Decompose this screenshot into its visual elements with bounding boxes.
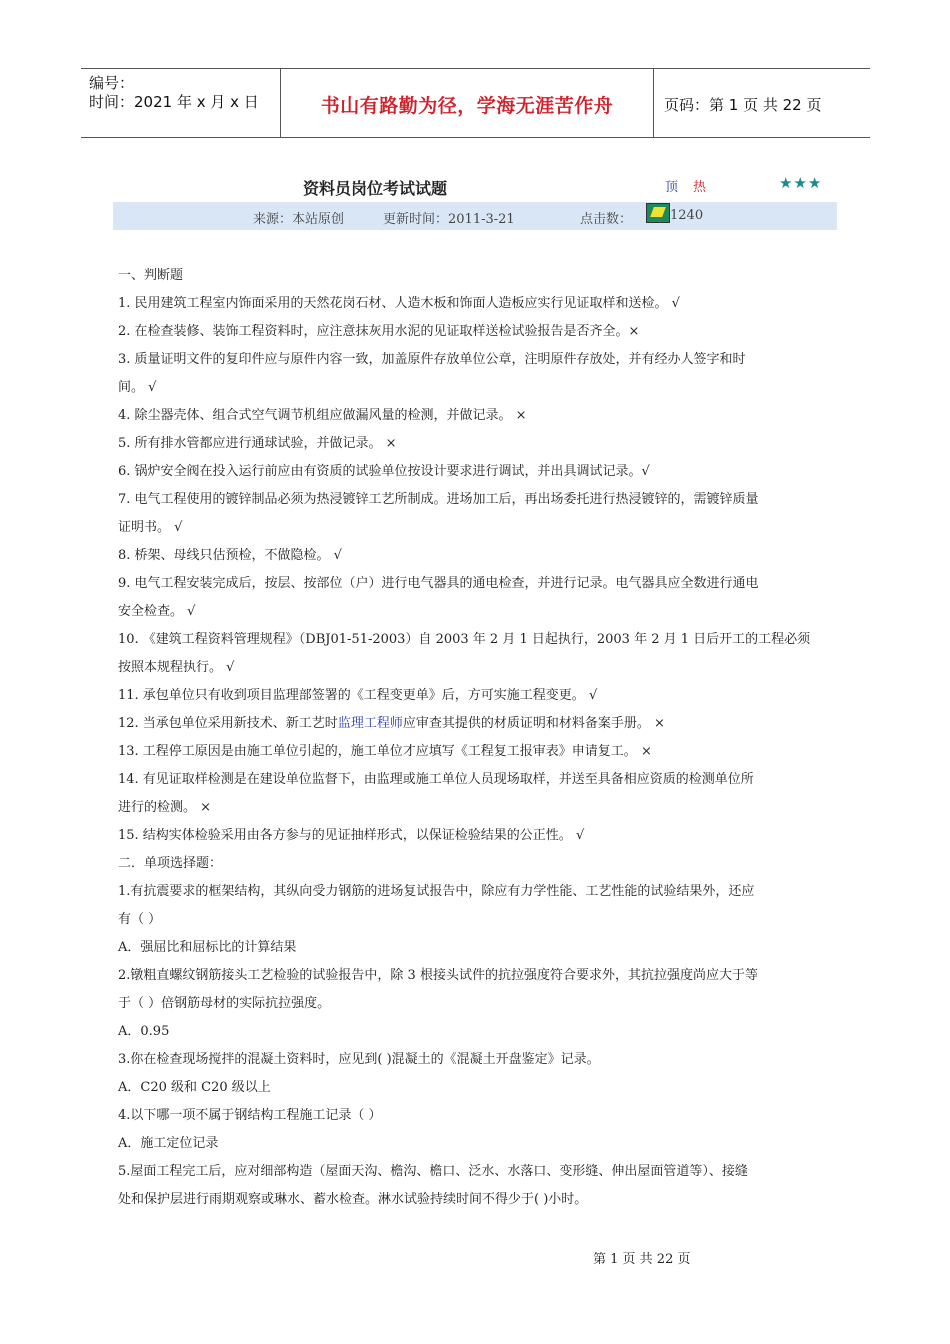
- header-table: [81, 68, 870, 138]
- top-link[interactable]: 顶: [665, 180, 679, 195]
- text-line: 4. 除尘器壳体、组合式空气调节机组应做漏风量的检测，并做记录。 ×: [118, 408, 527, 423]
- text-line: 10. 《建筑工程资料管理规程》（DBJ01-51-2003）自 2003 年 2 月 1 日起执行，2003 年 2 月 1 日后开工的工程必须: [118, 632, 811, 647]
- text-line: 6. 锅炉安全阀在投入运行前应由有资质的试验单位按设计要求进行调试，并出具调试记录。√: [118, 464, 650, 479]
- text-line: 按照本规程执行。 √: [118, 660, 235, 675]
- text-line: 3.你在检查现场搅拌的混凝土资料时，应见到( )混凝土的《混凝土开盘鉴定》记录。: [118, 1052, 600, 1067]
- answer-line: A．强屈比和屈标比的计算结果: [118, 940, 297, 955]
- answer-line: A．C20 级和 C20 级以上: [118, 1080, 271, 1095]
- header-motto-cell: [281, 69, 654, 137]
- text-line: 14. 有见证取样检测是在建设单位监督下，由监理或施工单位人员现场取样，并送至具备相应资质的检测单位所: [118, 772, 754, 787]
- answer-line: A．施工定位记录: [118, 1136, 219, 1151]
- text-line: 2. 在检查装修、装饰工程资料时，应注意抹灰用水泥的见证取样送检试验报告是否齐全。×: [118, 324, 640, 339]
- clicks-label: 点击数：: [580, 212, 633, 227]
- page-footer: 第 1 页 共 22 页: [593, 1252, 691, 1267]
- page-label: 页码：第 1 页 共 22 页: [664, 96, 822, 114]
- text-line: 5.屋面工程完工后，应对细部构造（屋面天沟、檐沟、檐口、泛水、水落口、变形缝、伸出屋面管道等）、接缝: [118, 1164, 748, 1179]
- updated-time: 更新时间：2011-3-21: [383, 212, 515, 227]
- text-line: 证明书。 √: [118, 520, 183, 535]
- hit-counter-icon: [646, 203, 670, 223]
- rating-stars: ★★★: [779, 174, 823, 192]
- header-page-cell: [654, 69, 870, 137]
- supervising-engineer-link[interactable]: 监理工程师: [337, 716, 403, 731]
- text-line: 1.有抗震要求的框架结构，其纵向受力钢筋的进场复试报告中，除应有力学性能、工艺性能的试验结果外，还应: [118, 884, 755, 899]
- header-left-cell: [81, 69, 281, 137]
- article-info-bar: [113, 202, 837, 230]
- text-line: 处和保护层进行雨期观察或琳水、蓄水检查。淋水试验持续时间不得少于( )小时。: [118, 1192, 588, 1207]
- time-label: 时间：2021 年 x 月 x 日: [89, 93, 259, 111]
- text-line: 于（ ）倍钢筋母材的实际抗拉强度。: [118, 996, 331, 1011]
- section-heading: 一、判断题: [118, 268, 184, 283]
- text-line: 3. 质量证明文件的复印件应与原件内容一致，加盖原件存放单位公章，注明原件存放处，并有经办人签字和时: [118, 352, 746, 367]
- text-line: 1. 民用建筑工程室内饰面采用的天然花岗石材、人造木板和饰面人造板应实行见证取样和送检。 √: [118, 296, 680, 311]
- text-line: 8. 桥架、母线只估预检，不做隐检。 √: [118, 548, 342, 563]
- source-text: 来源：本站原创: [253, 212, 345, 227]
- line12-head: 12. 当承包单位采用新技术、新工艺时: [118, 716, 338, 731]
- page-title: 资料员岗位考试试题: [303, 179, 448, 198]
- text-line: 间。 √: [118, 380, 157, 395]
- answer-line: A．0.95: [118, 1024, 170, 1039]
- text-line: 13. 工程停工原因是由施工单位引起的，施工单位才应填写《工程复工报审表》申请复工。 ×: [118, 744, 652, 759]
- text-line: 进行的检测。 ×: [118, 800, 212, 815]
- line12-tail: 应审查其提供的材质证明和材料备案手册。 ×: [402, 716, 665, 731]
- text-line: 4.以下哪一项不属于钢结构工程施工记录（ ）: [118, 1108, 382, 1123]
- motto: 书山有路勤为径，学海无涯苦作舟: [320, 95, 614, 117]
- hot-link[interactable]: 热: [693, 180, 707, 195]
- text-line: 7. 电气工程使用的镀锌制品必须为热浸镀锌工艺所制成。进场加工后，再出场委托进行热浸镀锌的，需镀锌质量: [118, 492, 759, 507]
- text-line: 安全检查。 √: [118, 604, 196, 619]
- document-body: [118, 262, 838, 1214]
- section-heading: 二．单项选择题：: [118, 856, 223, 871]
- text-line: 9. 电气工程安装完成后，按层、按部位（户）进行电气器具的通电检查，并进行记录。电气器具应全数进行通电: [118, 576, 759, 591]
- number-label: 编号：: [89, 74, 135, 92]
- text-line: 2.镦粗直螺纹钢筋接头工艺检验的试验报告中，除 3 根接头试件的抗拉强度符合要求外，其抗拉强度尚应大于等: [118, 968, 758, 983]
- text-line: 有（ ）: [118, 912, 162, 927]
- text-line: 15. 结构实体检验采用由各方参与的见证抽样形式，以保证检验结果的公正性。 √: [118, 828, 585, 843]
- clicks-value: 1240: [670, 208, 704, 223]
- text-line-with-link: [118, 710, 838, 738]
- text-line: 5. 所有排水管都应进行通球试验，并做记录。 ×: [118, 436, 397, 451]
- text-line: 11. 承包单位只有收到项目监理部签署的《工程变更单》后，方可实施工程变更。 √: [118, 688, 598, 703]
